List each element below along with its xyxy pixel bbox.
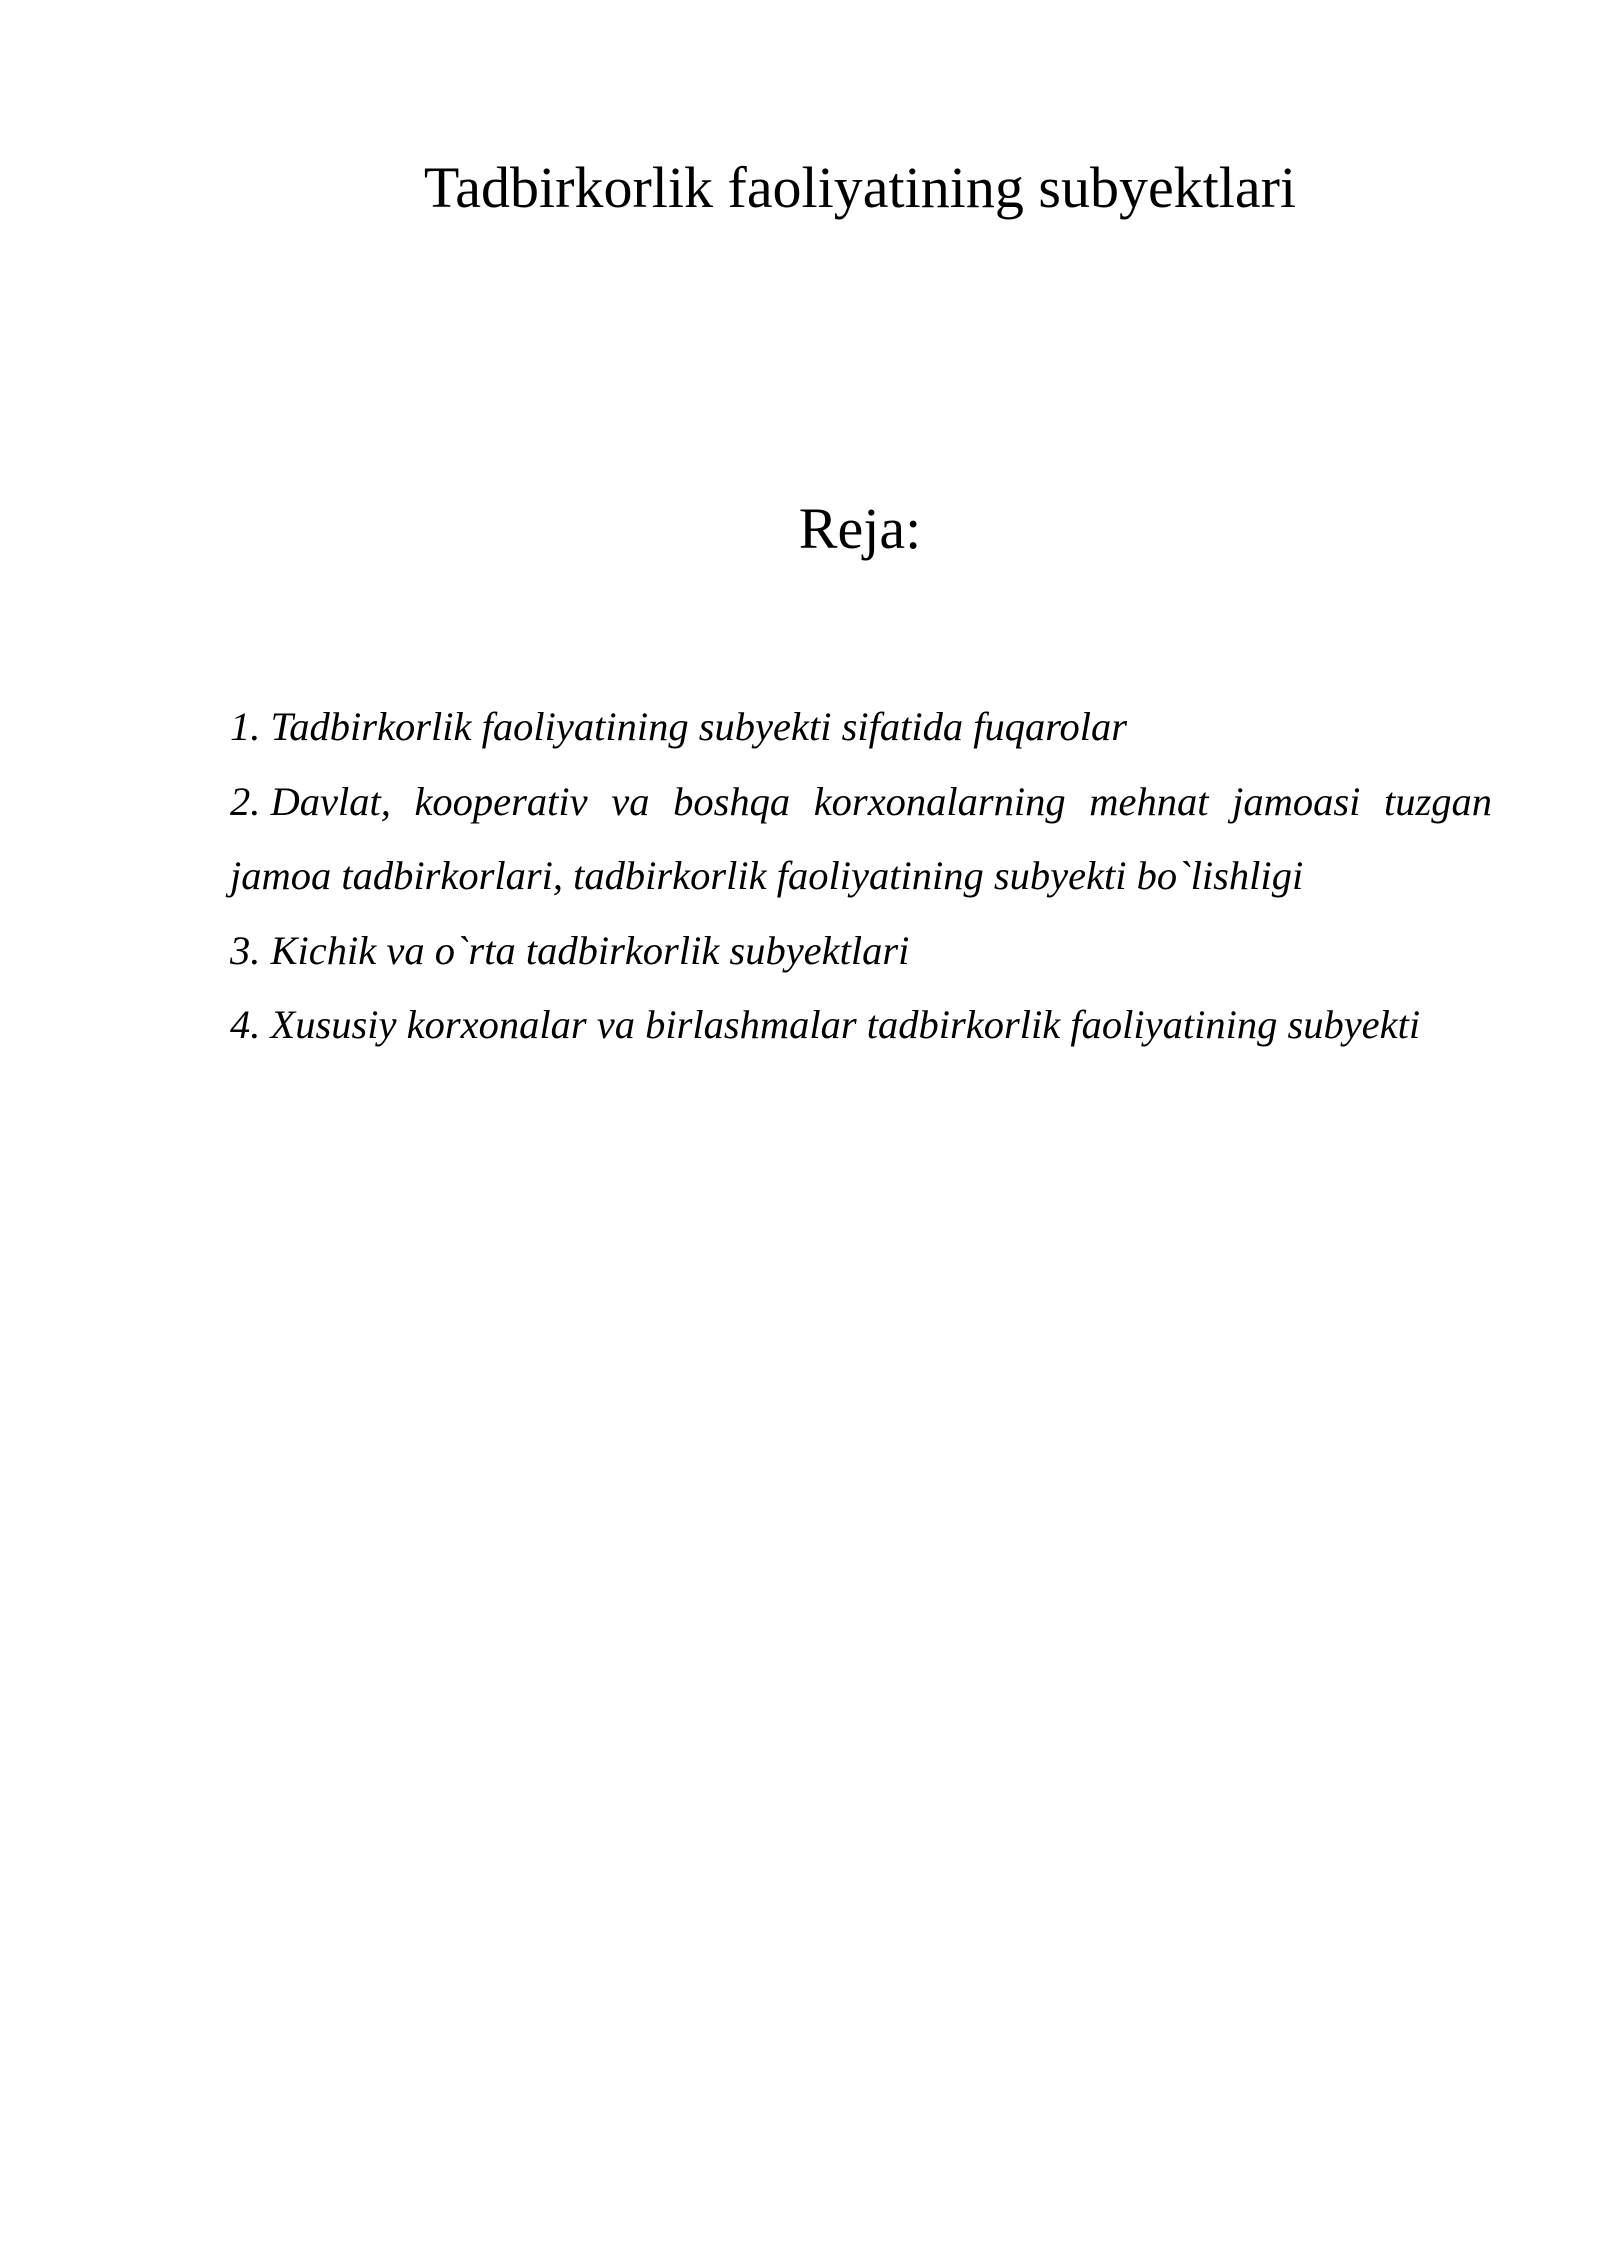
plan-heading: Reja: [798, 496, 922, 561]
plan-item [230, 988, 1492, 1063]
plan-list [230, 690, 1492, 1063]
plan-item [230, 765, 1492, 914]
document-title: Tadbirkorlik faoliyatining subyektlari [423, 155, 1297, 220]
plan-item-text: Tadbirkorlik faoliyatining subyekti sifatida fuqarolar [270, 704, 1128, 749]
plan-item-number: 2. [230, 778, 261, 824]
plan-item-number: 4. [230, 1002, 261, 1047]
plan-item [230, 690, 1492, 765]
plan-item [230, 914, 1492, 989]
plan-item-number: 3. [230, 927, 261, 973]
plan-item-text: Kichik va o`rta tadbirkorlik subyektlari [270, 927, 910, 973]
plan-item-text: Davlat, kooperativ va boshqa korxonalarning mehnat jamoasi tuzgan jamoa tadbirkorlari, tadbirkorlik faoliyatining subyekti bo`lishligi [230, 778, 1492, 898]
plan-item-number: 1. [230, 704, 261, 749]
plan-item-text: Xususiy korxonalar va birlashmalar tadbirkorlik faoliyatining subyekti [270, 1002, 1421, 1047]
